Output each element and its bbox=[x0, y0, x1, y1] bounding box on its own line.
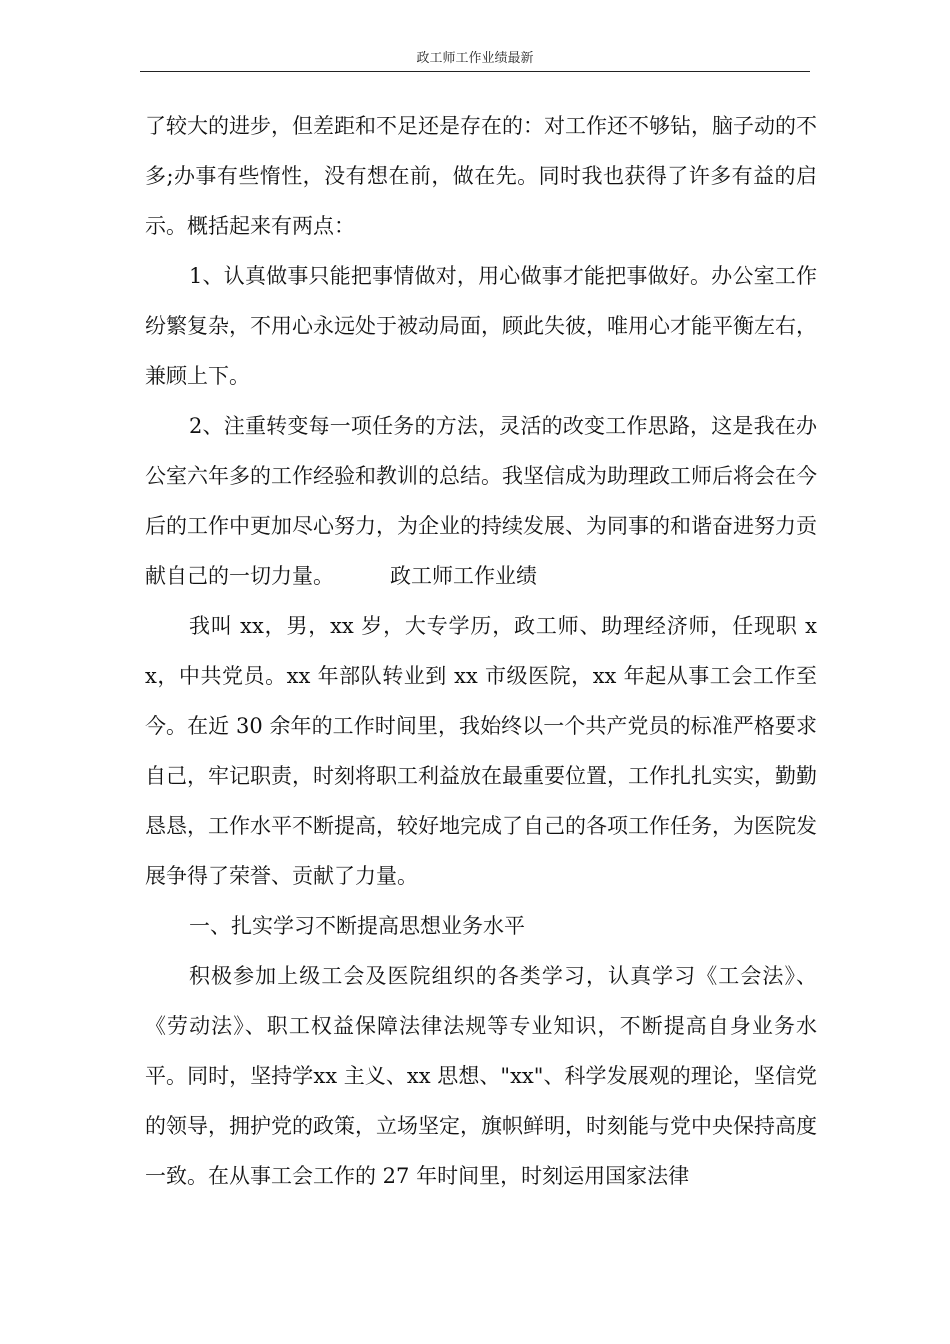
paragraph-continuation: 了较大的进步，但差距和不足还是存在的：对工作还不够钻，脑子动的不多;办事有些惰性，没有想在前，做在先。同时我也获得了许多有益的启示。概括起来有两点： bbox=[145, 114, 817, 238]
section-heading-1: 一、扎实学习不断提高思想业务水平 bbox=[189, 914, 525, 938]
page-header-title: 政工师工作业绩最新 bbox=[416, 51, 534, 66]
paragraph-point-2-text: 2、注重转变每一项任务的方法，灵活的改变工作思路，这是我在办公室六年多的工作经验和教训的总结。我坚信成为助理政工师后将会在今后的工作中更加尽心努力，为企业的持续发展、为同事的和谐奋进努力贡献自己的一切力量。 bbox=[145, 414, 817, 588]
header-divider bbox=[140, 71, 810, 72]
paragraph-point-2 bbox=[145, 401, 817, 601]
document-body bbox=[145, 101, 817, 1201]
paragraph-self-intro: 我叫 xx，男，xx 岁，大专学历，政工师、助理经济师，任现职 xx，中共党员。xx 年部队转业到 xx 市级医院，xx 年起从事工会工作至今。在近 30 余年的工作时间里，我始终以一个共产党员的标准严格要求自己，牢记职责，时刻将职工利益放在最重要位置，工作扎扎实实，勤勤恳恳，工作水平不断提高，较好地完成了自己的各项工作任务，为医院发展争得了荣誉、贡献了力量。 bbox=[145, 614, 817, 888]
paragraph-study: 积极参加上级工会及医院组织的各类学习，认真学习《工会法》、《劳动法》、职工权益保障法律法规等专业知识，不断提高自身业务水平。同时，坚持学xx 主义、xx 思想、"xx"、科学发展观的理论，坚信党的领导，拥护党的政策，立场坚定，旗帜鲜明，时刻能与党中央保持高度一致。在从事工会工作的 27 年时间里，时刻运用国家法律 bbox=[145, 964, 817, 1188]
paragraph-point-1: 1、认真做事只能把事情做对，用心做事才能把事做好。办公室工作纷繁复杂，不用心永远处于被动局面，顾此失彼，唯用心才能平衡左右，兼顾上下。 bbox=[145, 264, 817, 388]
inline-section-title: 政工师工作业绩 bbox=[390, 564, 537, 588]
